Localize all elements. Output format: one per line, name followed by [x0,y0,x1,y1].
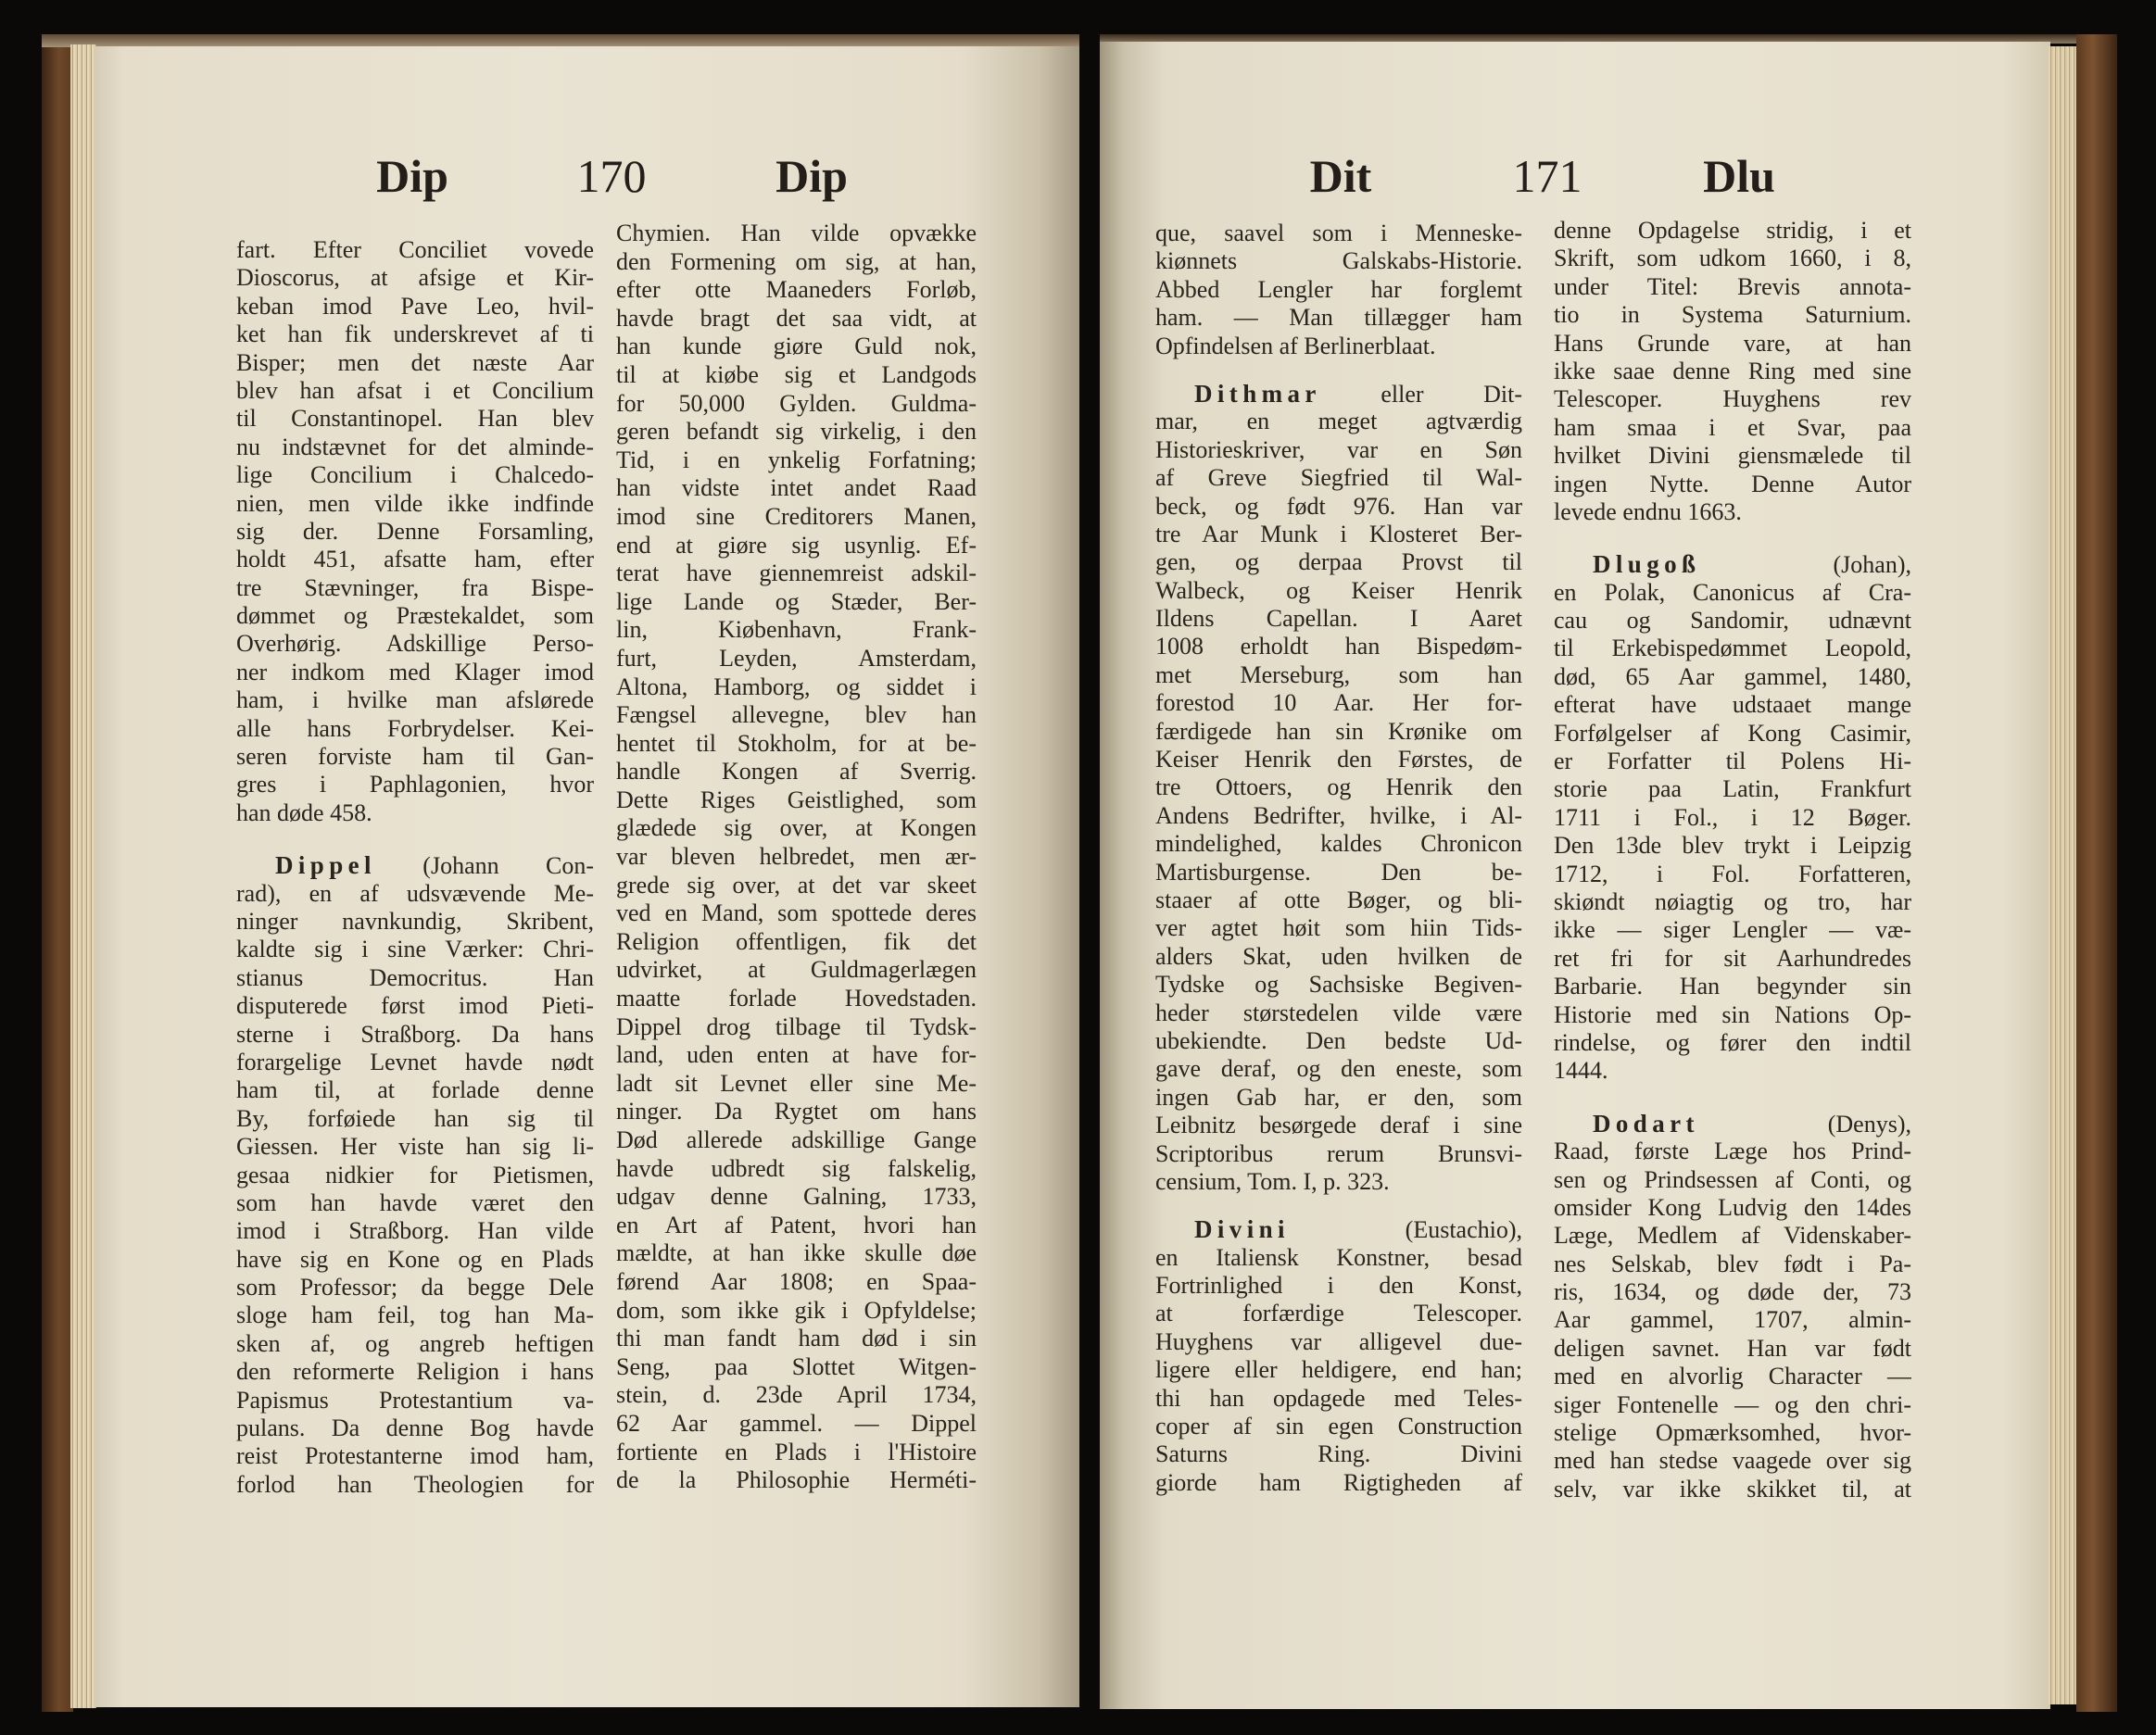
text-line: have sig en Kone og en Plads [236,1245,594,1273]
text-line: levede endnu 1663. [1554,497,1742,525]
text-line: en Polak, Canonicus af Cra- [1554,578,1911,606]
text-line: lin, Kiøbenhavn, Frank- [616,616,977,644]
text-line: met Merseburg, som han [1155,660,1522,688]
text-line: Ildens Capellan. I Aaret [1155,605,1522,633]
text-line: Død allerede adskillige Gange [616,1126,977,1153]
text-line: Den 13de blev trykt i Leipzig [1554,832,1911,860]
text-line: land, uden enten at have for- [616,1041,977,1069]
text-line: sloge ham feil, tog han Ma- [236,1301,594,1329]
text-line: seren forviste ham til Gan- [236,743,594,771]
text-line: tre Ottoers, og Henrik den [1155,773,1522,801]
text-line: Chymien. Han vilde opvække [616,220,977,246]
text-line: giorde ham Rigtigheden af [1155,1468,1522,1496]
text-line: Fængsel allevegne, blev han [616,701,977,729]
text-line: 62 Aar gammel. — Dippel [616,1409,977,1437]
left-running-head-first-word: Dip [376,150,448,202]
text-line: ner indkom med Klager imod [236,658,594,685]
text-line: tre Aar Munk i Klosteret Ber- [1155,520,1522,547]
text-line: Altona, Hamborg, og siddet i [616,673,977,700]
dictionary-entry [1554,550,1911,1085]
text-line: Tydske og Sachsiske Begiven- [1155,971,1522,999]
text-line: udvirket, at Guldmagerlægen [616,956,977,984]
text-line: han kunde giøre Guld nok, [616,333,977,360]
text-line: fortiente en Plads i l'Histoire [616,1438,977,1465]
text-line [236,851,594,879]
text-line: Martisburgense. Den be- [1155,858,1522,886]
text-line: Giessen. Her viste han sig li- [236,1133,594,1161]
text-line: han vidste intet andet Raad [616,474,977,502]
text-line: Seng, paa Slottet Witgen- [616,1352,977,1380]
text-line: heder størstedelen vilde være [1155,999,1522,1026]
text-line: rindelse, og fører den indtil [1554,1028,1911,1056]
text-line: ham smaa i et Svar, paa [1554,413,1911,441]
text-line: imod sine Creditorers Manen, [616,502,977,530]
text-line: siger Fontenelle — og den chri- [1554,1390,1911,1418]
text-line: thi man fandt ham død i sin [616,1325,977,1352]
left-page-column-2 [616,220,977,1495]
entry-headword: Dippel [275,851,376,880]
text-line: gesaa nidkier for Pietismen, [236,1161,594,1188]
text-line: denne Opdagelse stridig, i et [1554,217,1911,244]
text-line: til at kiøbe sig et Landgods [616,360,977,388]
text-line: lige Lande og Stæder, Ber- [616,587,977,615]
text-line: Telescoper. Huyghens rev [1554,385,1911,413]
text-line: er Forfatter til Polens Hi- [1554,748,1911,775]
text-line: førend Aar 1808; en Spaa- [616,1267,977,1295]
text-line: furt, Leyden, Amsterdam, [616,644,977,672]
text-line: Skrift, som udkom 1660, i 8, [1554,245,1911,272]
left-top-edge [42,34,1079,47]
text-line: Raad, første Læge hos Prind- [1554,1138,1911,1165]
text-line: hentet til Stokholm, for at be- [616,729,977,757]
left-page-block-edges [70,44,96,1708]
entry-first-line-text: (Johann Con- [422,852,594,880]
text-line: kaldte sig i sine Værker: Chri- [236,936,594,963]
dictionary-entry [1155,1215,1522,1497]
text-line: geren befandt sig virkelig, i den [616,418,977,446]
text-line: Andens Bedrifter, hvilke, i Al- [1155,801,1522,829]
text-line: havde udbredt sig falskelig, [616,1154,977,1182]
text-line: den reformerte Religion i hans [236,1358,594,1386]
continued-paragraph [1554,217,1911,526]
right-page-block-edges [2049,46,2078,1704]
continued-paragraph [616,220,977,1495]
text-line: sen og Prindsessen af Conti, og [1554,1165,1911,1193]
text-line: 1444. [1554,1057,1608,1085]
text-line: til Erkebispedømmet Leopold, [1554,635,1911,662]
text-line: den Formening om sig, at han, [616,247,977,275]
continued-paragraph [236,236,594,827]
text-line: at forfærdige Telescoper. [1155,1300,1522,1327]
text-line: var bleven helbredet, men ær- [616,843,977,871]
entry-first-line-text: eller Dit- [1381,380,1522,408]
text-line: 1008 erholdt han Bispedøm- [1155,633,1522,660]
text-line: ham. — Man tillægger ham [1155,304,1522,332]
text-line: forlod han Theologien for [236,1470,594,1498]
text-line: sken af, og angreb heftigen [236,1329,594,1357]
entry-first-line-text: (Johan), [1833,551,1911,579]
text-line: Leibnitz besørgede deraf i sine [1155,1112,1522,1139]
text-line: gen, og derpaa Provst til [1155,548,1522,576]
text-line: efter otte Maaneders Forløb, [616,276,977,304]
text-line: ninger. Da Rygtet om hans [616,1098,977,1125]
text-line: gave deraf, og den eneste, som [1155,1055,1522,1083]
right-page-number: 171 [1512,150,1582,202]
text-line: havde bragt det saa vidt, at [616,304,977,332]
text-line: deligen savnet. Han var født [1554,1334,1911,1362]
text-line: lige Concilium i Chalcedo- [236,461,594,489]
text-line: dom, som ikke gik i Opfyldelse; [616,1296,977,1324]
text-line: med en alvorlig Character — [1554,1363,1911,1390]
text-line: Dippel drog tilbage til Tydsk- [616,1012,977,1040]
text-line: staaer af otte Bøger, og bli- [1155,886,1522,913]
text-line: han døde 458. [236,798,372,826]
text-line [1155,380,1522,408]
text-line: glædede sig over, at Kongen [616,814,977,842]
text-line: ket han fik underskrevet af ti [236,321,594,348]
text-line: Scriptoribus rerum Brunsvi- [1155,1139,1522,1167]
text-line: hvilket Divini giensmælede til [1554,442,1911,470]
text-line: thi han opdagede med Teles- [1155,1384,1522,1412]
text-line: under Titel: Brevis annota- [1554,272,1911,300]
right-page-column-2 [1554,217,1911,1503]
text-line: 1712, i Fol. Forfatteren, [1554,860,1911,887]
text-line: ikke saae denne Ring med sine [1554,357,1911,384]
text-line: ubekiendte. Den bedste Ud- [1155,1026,1522,1054]
text-line: stianus Democritus. Han [236,963,594,991]
text-line: kiønnets Galskabs-Historie. [1155,247,1522,275]
text-line: Dette Riges Geistlighed, som [616,786,977,813]
text-line: Opfindelsen af Berlinerblaat. [1155,332,1436,359]
text-line: end at giøre sig usynlig. Ef- [616,531,977,559]
entry-headword: Divini [1194,1215,1290,1244]
text-line: coper af sin egen Construction [1155,1413,1522,1440]
text-line: ris, 1634, og døde der, 73 [1554,1278,1911,1306]
text-line: Fortrinlighed i den Konst, [1155,1272,1522,1300]
text-line: nu indstævnet for det alminde- [236,433,594,460]
text-line: beck, og født 976. Han var [1155,492,1522,520]
text-line: forargelige Levnet havde nødt [236,1048,594,1075]
right-running-head-first-word: Dit [1309,150,1372,202]
text-line: ved en Mand, som spottede deres [616,899,977,927]
text-line: en Art af Patent, hvori han [616,1211,977,1238]
text-line [1554,550,1911,578]
text-line: død, 65 Aar gammel, 1480, [1554,662,1911,690]
text-line: fart. Efter Conciliet vovede [236,236,594,263]
text-line: nes Selskab, blev født i Pa- [1554,1250,1911,1277]
text-line: Forfølgelser af Kong Casimir, [1554,719,1911,747]
text-line [1554,1110,1911,1138]
text-line: mindelighed, kaldes Chronicon [1155,830,1522,858]
text-line: Historie med sin Nations Op- [1554,1000,1911,1028]
text-line: Keiser Henrik den Førstes, de [1155,746,1522,773]
text-line: ver agtet høit som hiin Tids- [1155,914,1522,942]
entry-first-line-text: (Eustachio), [1405,1216,1522,1244]
dictionary-entry [236,851,594,1499]
text-line: mældte, at han ikke skulle døe [616,1239,977,1267]
text-line: dømmet og Præstekaldet, som [236,602,594,630]
text-line: storie paa Latin, Frankfurt [1554,775,1911,803]
entry-headword: Dlugoß [1593,550,1701,579]
text-line: gres i Paphlagonien, hvor [236,771,594,798]
text-line: By, forføiede han sig til [236,1104,594,1132]
text-line: en Italiensk Konstner, besad [1155,1243,1522,1271]
dictionary-entry [1155,380,1522,1196]
text-line: Aar gammel, 1707, almin- [1554,1306,1911,1334]
entry-headword: Dithmar [1194,379,1321,408]
text-line: sig der. Denne Forsamling, [236,517,594,545]
text-line: ladt sit Levnet eller sine Me- [616,1069,977,1097]
text-line: til Constantinopel. Han blev [236,405,594,433]
text-line: som han havde været den [236,1188,594,1216]
text-line: Bisper; men det næste Aar [236,348,594,376]
text-line: cau og Sandomir, udnævnt [1554,607,1911,635]
text-line: pulans. Da denne Bog havde [236,1414,594,1442]
text-line: blev han afsat i et Concilium [236,376,594,404]
text-line: Hans Grunde vare, at han [1554,329,1911,357]
entry-headword: Dodart [1593,1109,1699,1138]
text-line: 1711 i Fol., i 12 Bøger. [1554,803,1911,831]
text-line: grede sig over, at det var skeet [616,871,977,899]
text-line: maatte forlade Hovedstaden. [616,985,977,1012]
text-line: Overhørig. Adskillige Perso- [236,630,594,658]
text-line: stelige Opmærksomhed, hvor- [1554,1419,1911,1447]
text-line: med han stedse vaagede over sig [1554,1447,1911,1475]
text-line: af Greve Siegfried til Wal- [1155,464,1522,492]
text-line: tio in Systema Saturnium. [1554,301,1911,329]
text-line: skiøndt nøiagtig og tro, har [1554,887,1911,915]
text-line: ingen Nytte. Denne Autor [1554,470,1911,497]
text-line: reist Protestanterne imod ham, [236,1442,594,1470]
right-running-head-last-word: Dlu [1703,150,1775,202]
text-line: færdigede han sin Krønike om [1155,717,1522,745]
text-line: Papismus Protestantium va- [236,1386,594,1414]
left-page-column-1 [236,236,594,1499]
text-line: udgav denne Galning, 1733, [616,1183,977,1211]
text-line: alle hans Forbrydelser. Kei- [236,714,594,742]
text-line: ninger navnkundig, Skribent, [236,907,594,935]
text-line: stein, d. 23de April 1734, [616,1381,977,1409]
text-line: ham til, at forlade denne [236,1076,594,1104]
text-line: Religion offentligen, fik det [616,927,977,955]
text-line: sterne i Straßborg. Da hans [236,1020,594,1048]
text-line: ligere eller heldigere, end han; [1155,1356,1522,1384]
entry-first-line-text: (Denys), [1827,1110,1911,1138]
text-line: tre Stævninger, fra Bispe- [236,573,594,601]
right-page-column-1 [1155,220,1522,1497]
text-line: Læge, Medlem af Videnskaber- [1554,1222,1911,1250]
left-running-head-last-word: Dip [775,150,848,202]
text-line: de la Philosophie Herméti- [616,1466,977,1494]
text-line: ham, i hvilke man afslørede [236,686,594,714]
text-line: som Professor; da begge Dele [236,1274,594,1301]
text-line: alders Skat, uden hvilken de [1155,942,1522,970]
text-line: Dioscorus, at afsige et Kir- [236,264,594,292]
left-cover-edge [42,34,73,1712]
left-page-number: 170 [576,150,647,202]
dictionary-entry [1554,1110,1911,1503]
text-line: Historieskriver, var en Søn [1155,435,1522,463]
right-cover-edge [2076,34,2117,1712]
text-line: Huyghens var alligevel due- [1155,1327,1522,1355]
text-line: handle Kongen af Sverrig. [616,758,977,786]
text-line: Tid, i en ynkelig Forfatning; [616,446,977,473]
text-line: holdt 451, afsatte ham, efter [236,546,594,573]
text-line: Abbed Lengler har forglemt [1155,275,1522,303]
continued-paragraph [1155,220,1522,360]
text-line: Walbeck, og Keiser Henrik [1155,576,1522,604]
text-line: disputerede først imod Pieti- [236,992,594,1020]
text-line: imod i Straßborg. Han vilde [236,1217,594,1245]
text-line: for 50,000 Gylden. Guldma- [616,389,977,417]
text-line: Saturns Ring. Divini [1155,1440,1522,1468]
text-line: nien, men vilde ikke indfinde [236,489,594,517]
text-line [1155,1215,1522,1243]
text-line: ingen Gab har, er den, som [1155,1083,1522,1111]
text-line: selv, var ikke skikket til, at [1554,1475,1911,1502]
text-line: omsider Kong Ludvig den 14des [1554,1193,1911,1221]
text-line: keban imod Pave Leo, hvil- [236,292,594,320]
text-line: terat have giennemreist adskil- [616,559,977,587]
text-line: Barbarie. Han begynder sin [1554,973,1911,1000]
text-line: que, saavel som i Menneske- [1155,220,1522,246]
text-line: ikke — siger Lengler — væ- [1554,916,1911,944]
text-line: forestod 10 Aar. Her for- [1155,689,1522,717]
text-line: censium, Tom. I, p. 323. [1155,1167,1390,1195]
text-line: efterat have udstaaet mange [1554,691,1911,719]
text-line: rad), en af udsvævende Me- [236,879,594,907]
text-line: mar, en meget agtværdig [1155,408,1522,435]
text-line: ret fri for sit Aarhundredes [1554,944,1911,972]
